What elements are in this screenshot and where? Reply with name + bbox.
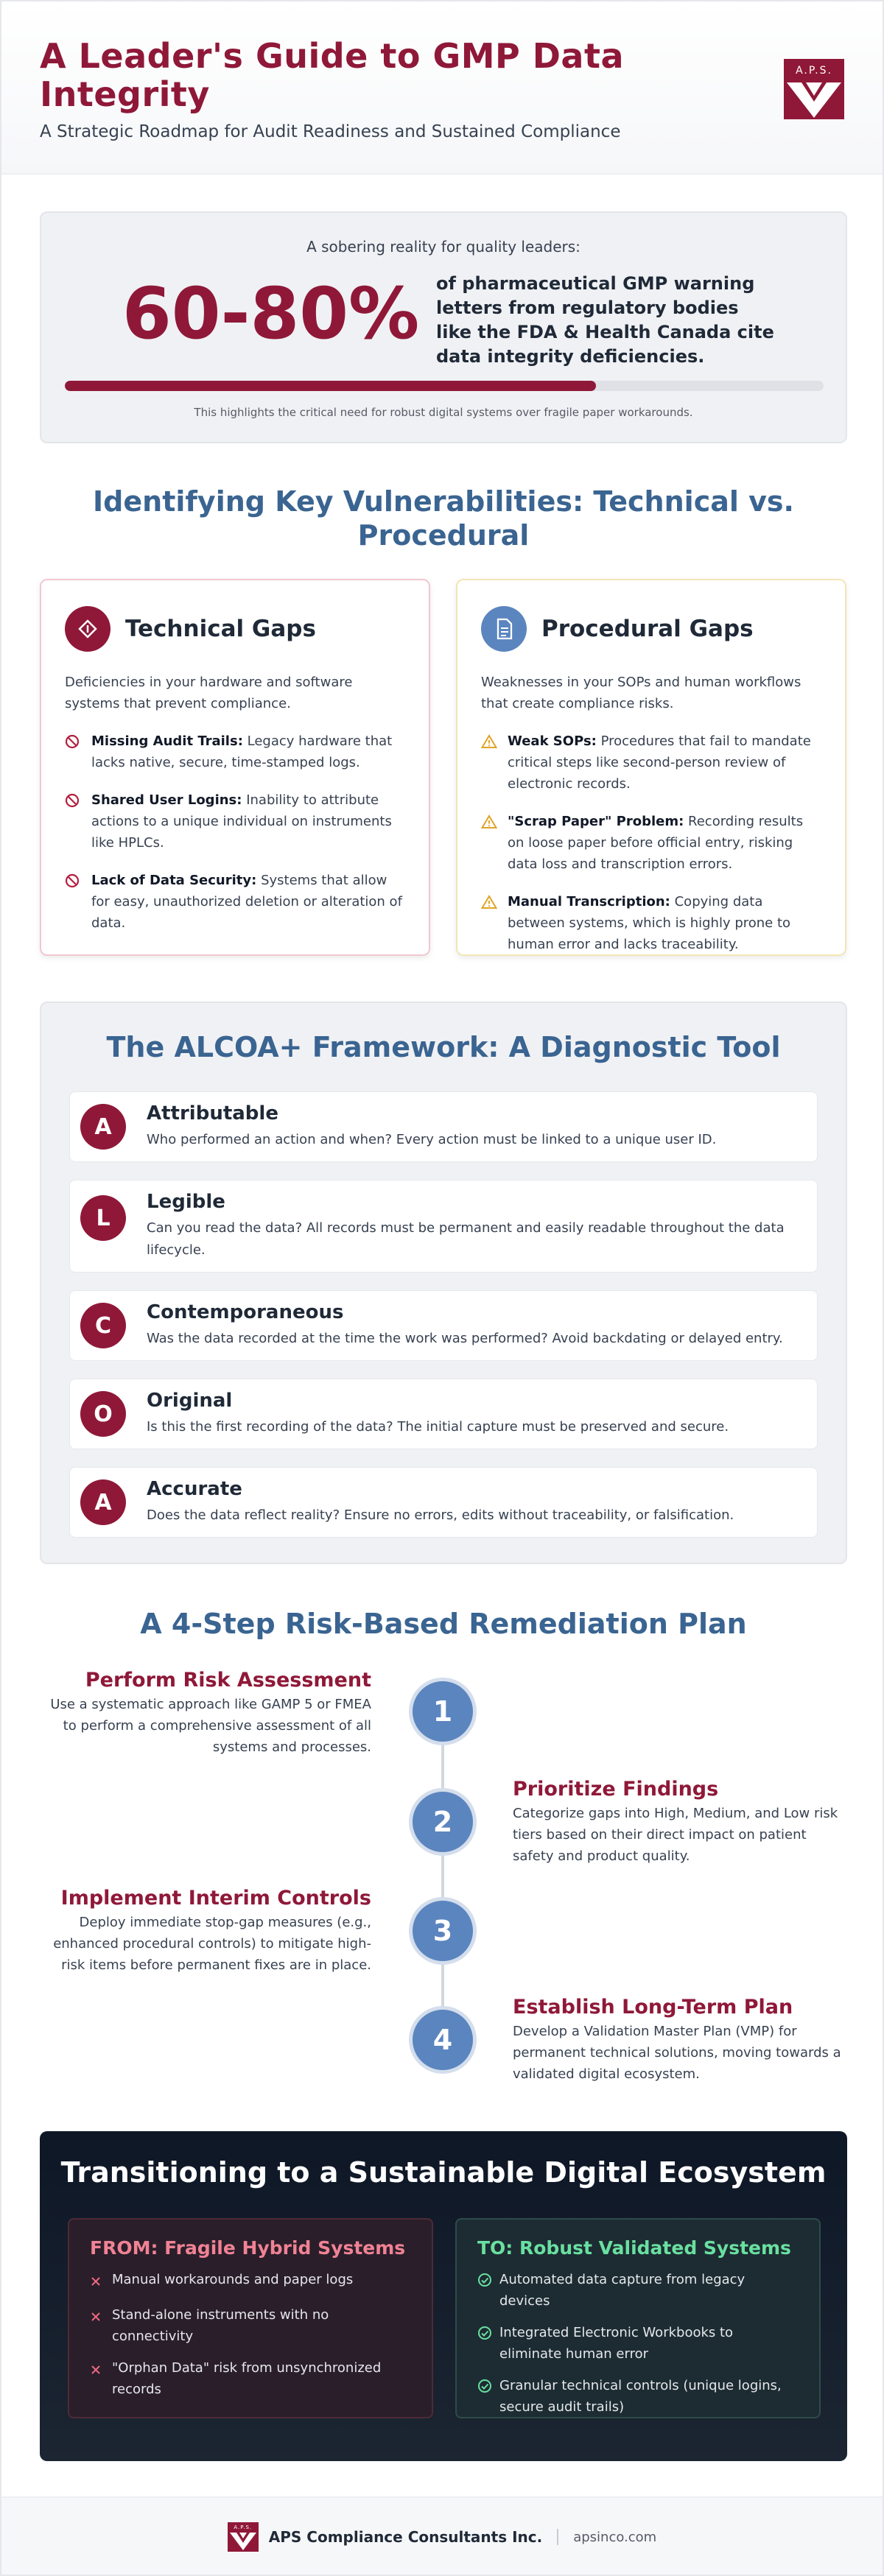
stat-card — [40, 211, 847, 443]
transition-panel — [40, 2131, 847, 2461]
alcoa-title: The ALCOA+ Framework: A Diagnostic Tool — [106, 1031, 781, 1063]
step-3 — [40, 1887, 371, 1976]
page-title: A Leader's Guide to GMP Data Integrity — [40, 36, 624, 114]
alcoa-item — [69, 1290, 818, 1361]
alcoa-item — [69, 1467, 818, 1538]
stat-note: This highlights the critical need for robust digital systems over fragile paper workarounds. — [194, 406, 693, 419]
technical-gaps-title: Technical Gaps — [125, 616, 316, 642]
procedural-gaps-card — [456, 579, 846, 956]
list-item — [481, 811, 821, 875]
vulnerabilities-title: Identifying Key Vulnerabilities: Technical vs. Procedural — [93, 485, 794, 552]
list-item — [90, 2269, 411, 2294]
stat-description: of pharmaceutical GMP warning letters from regulatory bodies like the FDA & Health Canada cite data integrity deficiencies. — [436, 273, 774, 367]
step-title: Implement Interim Controls — [60, 1887, 371, 1910]
alcoa-item — [69, 1379, 818, 1449]
stat-intro: A sobering reality for quality leaders: — [306, 238, 580, 256]
timeline-line — [441, 1711, 444, 2043]
footer-logo-text: A.P.S. — [234, 2524, 253, 2530]
alcoa-name: Legible — [147, 1191, 225, 1213]
step-4 — [513, 1996, 844, 2085]
alcoa-desc: Was the data recorded at the time the work was performed? Avoid backdating or delayed entry. — [147, 1331, 783, 1346]
item-text: Copying data between systems, which is highly prone to human error and lacks traceability. — [508, 894, 791, 952]
alcoa-letter: C — [80, 1303, 126, 1348]
step-desc: Use a systematic approach like GAMP 5 or FMEA to perform a comprehensive assessment of all systems and processes. — [50, 1697, 371, 1755]
item-bold: Lack of Data Security: — [91, 873, 257, 888]
procedural-gaps-title: Procedural Gaps — [541, 616, 754, 642]
ban-icon — [65, 789, 84, 854]
aps-logo — [784, 59, 844, 119]
header — [1, 1, 883, 175]
diamond-icon — [65, 606, 110, 652]
alcoa-item — [69, 1091, 818, 1162]
alcoa-desc: Who performed an action and when? Every action must be linked to a unique user ID. — [147, 1132, 717, 1147]
list-item — [477, 2322, 799, 2365]
step-number: 4 — [409, 2006, 477, 2074]
chevron-logo-icon — [784, 81, 844, 119]
to-column — [455, 2218, 821, 2418]
remediation-title: A 4-Step Risk-Based Remediation Plan — [140, 1608, 747, 1640]
stat-value: 60-80% — [122, 272, 420, 355]
step-2 — [513, 1778, 844, 1867]
alcoa-desc: Is this the first recording of the data? The initial capture must be preserved and secure. — [147, 1419, 729, 1435]
list-item — [90, 2304, 411, 2347]
step-desc: Deploy immediate stop-gap measures (e.g., enhanced procedural controls) to mitigate high-risk items before permanent fixes are in place. — [53, 1915, 371, 1973]
check-circle-icon — [477, 2375, 499, 2418]
item-text: Manual workarounds and paper logs — [112, 2272, 354, 2287]
alcoa-name: Accurate — [147, 1478, 242, 1500]
alcoa-letter: O — [80, 1391, 126, 1437]
footer-divider — [557, 2529, 558, 2545]
alcoa-name: Attributable — [147, 1102, 278, 1125]
step-desc: Categorize gaps into High, Medium, and Low risk tiers based on their direct impact on patient safety and product quality. — [513, 1806, 838, 1864]
step-number: 3 — [409, 1897, 477, 1965]
warning-icon — [481, 891, 500, 955]
company-name: APS Compliance Consultants Inc. — [268, 2528, 543, 2546]
item-text: Integrated Electronic Workbooks to eliminate human error — [499, 2325, 734, 2362]
check-circle-icon — [477, 2322, 499, 2365]
from-title: FROM: Fragile Hybrid Systems — [90, 2237, 406, 2259]
procedural-gaps-description: Weaknesses in your SOPs and human workflows that create compliance risks. — [481, 675, 801, 711]
step-desc: Develop a Validation Master Plan (VMP) for permanent technical solutions, moving towards a validated digital ecosystem. — [513, 2024, 841, 2082]
warning-icon — [481, 731, 500, 795]
close-icon — [90, 2269, 112, 2294]
item-bold: "Scrap Paper" Problem: — [508, 814, 684, 829]
ban-icon — [65, 731, 84, 773]
stat-progress-fill — [65, 381, 596, 391]
alcoa-name: Contemporaneous — [147, 1301, 344, 1323]
warning-icon — [481, 811, 500, 875]
item-text: Granular technical controls (unique logins, secure audit trails) — [499, 2378, 782, 2415]
chevron-logo-icon — [228, 2522, 259, 2552]
item-text: Inability to attribute actions to a unique individual on instruments like HPLCs. — [91, 792, 392, 851]
alcoa-letter: A — [80, 1104, 126, 1150]
company-url[interactable]: apsinco.com — [573, 2529, 657, 2545]
list-item — [481, 891, 821, 955]
technical-gaps-description: Deficiencies in your hardware and software systems that prevent compliance. — [65, 675, 353, 711]
list-item — [90, 2357, 411, 2400]
alcoa-desc: Can you read the data? All records must be permanent and easily readable throughout the data lifecycle. — [147, 1220, 785, 1258]
alcoa-item — [69, 1180, 818, 1273]
item-text: Automated data capture from legacy devices — [499, 2272, 746, 2309]
item-bold: Manual Transcription: — [508, 894, 670, 909]
list-item — [65, 870, 405, 934]
technical-gaps-card — [40, 579, 430, 956]
list-item — [477, 2375, 799, 2418]
check-circle-icon — [477, 2269, 499, 2312]
close-icon — [90, 2304, 112, 2347]
item-text: Systems that allow for easy, unauthorized deletion or alteration of data. — [91, 873, 402, 931]
item-bold: Shared User Logins: — [91, 792, 242, 808]
logo-text: A.P.S. — [796, 65, 832, 77]
list-item — [477, 2269, 799, 2312]
page-subtitle: A Strategic Roadmap for Audit Readiness and Sustained Compliance — [40, 122, 621, 141]
item-bold: Weak SOPs: — [508, 733, 597, 749]
document-icon — [481, 606, 527, 652]
item-bold: Missing Audit Trails: — [91, 733, 243, 749]
step-title: Perform Risk Assessment — [85, 1669, 371, 1692]
step-title: Establish Long-Term Plan — [513, 1996, 793, 2019]
close-icon — [90, 2357, 112, 2400]
to-title: TO: Robust Validated Systems — [477, 2237, 791, 2259]
list-item — [481, 731, 821, 795]
alcoa-name: Original — [147, 1390, 233, 1412]
item-text: "Orphan Data" risk from unsynchronized records — [112, 2360, 382, 2397]
from-column — [68, 2218, 433, 2418]
alcoa-letter: A — [80, 1479, 126, 1525]
list-item — [65, 789, 405, 854]
step-number: 2 — [409, 1788, 477, 1856]
ban-icon — [65, 870, 84, 934]
item-text: Legacy hardware that lacks native, secure, time-stamped logs. — [91, 733, 393, 770]
step-title: Prioritize Findings — [513, 1778, 719, 1801]
step-1 — [40, 1669, 371, 1758]
item-text: Procedures that fail to mandate critical steps like second-person review of electronic records. — [508, 733, 811, 792]
footer — [1, 2496, 883, 2576]
alcoa-framework — [40, 1002, 847, 1564]
footer-logo — [228, 2522, 259, 2552]
item-text: Stand-alone instruments with no connectivity — [112, 2307, 329, 2344]
step-number: 1 — [409, 1678, 477, 1745]
transition-title: Transitioning to a Sustainable Digital Ecosystem — [60, 2156, 827, 2189]
list-item — [65, 731, 405, 773]
alcoa-letter: L — [80, 1195, 126, 1241]
alcoa-desc: Does the data reflect reality? Ensure no errors, edits without traceability, or falsification. — [147, 1507, 734, 1523]
item-text: Recording results on loose paper before official entry, risking data loss and transcription errors. — [508, 814, 804, 872]
stat-progress-bar — [65, 381, 824, 391]
